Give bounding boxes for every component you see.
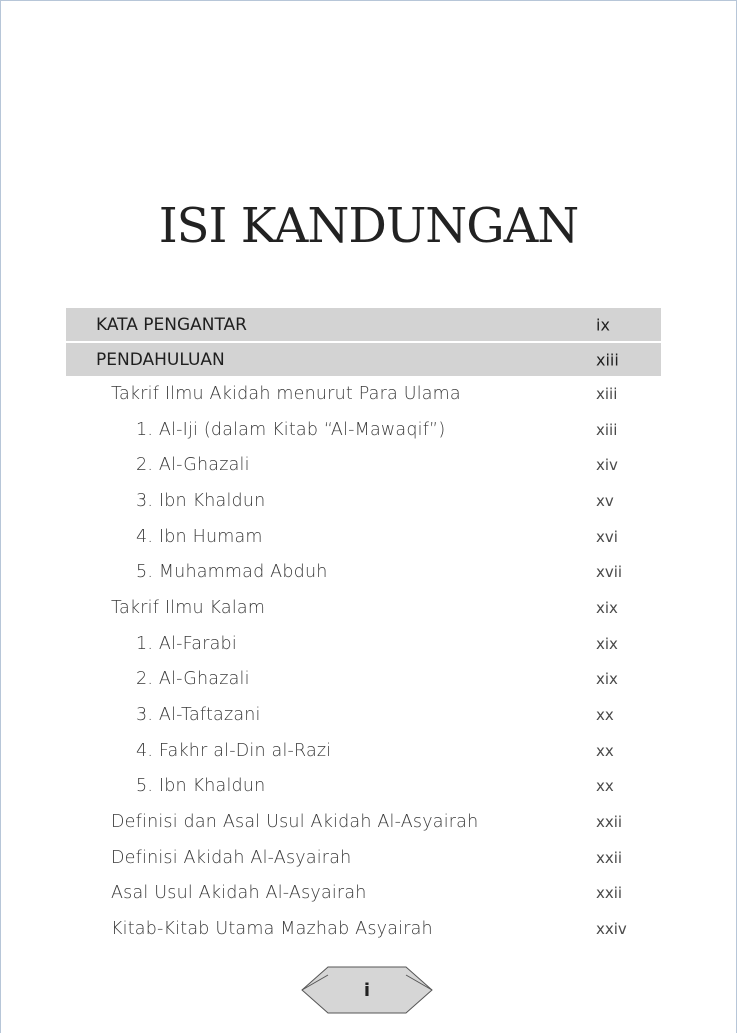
toc-entry-label: Takrif Ilmu Akidah menurut Para Ulama (111, 383, 461, 404)
toc-entry-page: xiii (596, 384, 618, 403)
toc-entry-page: xxii (596, 848, 623, 867)
toc-entry-label: Definisi Akidah Al-Asyairah (111, 847, 352, 868)
toc-entry-asal-usul-akidah[interactable] (66, 876, 661, 912)
toc-entry-label: 2. Al-Ghazali (136, 669, 250, 690)
toc-entry-ibn-khaldun[interactable] (66, 483, 661, 519)
toc-entry-page: xx (596, 741, 614, 760)
toc-entry-ibn-khaldun-2[interactable] (66, 769, 661, 805)
toc-entry-page: xiii (596, 420, 618, 439)
toc-entry-label: 1. Al-Iji (dalam Kitab “Al-Mawaqif”) (136, 419, 446, 440)
toc-entry-label: Definisi dan Asal Usul Akidah Al-Asyairah (111, 812, 479, 833)
toc-entry-page: xx (596, 706, 614, 725)
toc-entry-label: PENDAHULUAN (96, 349, 225, 370)
toc-entry-page: xiv (596, 456, 618, 475)
toc-entry-pendahuluan[interactable] (66, 343, 661, 376)
toc-entry-al-iji[interactable] (66, 412, 661, 448)
toc-entry-label: Kitab-Kitab Utama Mazhab Asyairah (111, 919, 433, 940)
toc-entry-page: xiii (596, 350, 619, 369)
toc-entry-al-farabi[interactable] (66, 626, 661, 662)
toc-entry-kata-pengantar[interactable] (66, 308, 661, 341)
toc-entry-ibn-humam[interactable] (66, 519, 661, 555)
toc-entry-fakhr-al-din-al-razi[interactable] (66, 733, 661, 769)
toc-entry-label: 4. Ibn Humam (136, 526, 263, 547)
toc-entry-al-ghazali[interactable] (66, 447, 661, 483)
toc-entry-takrif-ilmu-kalam[interactable] (66, 590, 661, 626)
table-of-contents (66, 308, 661, 947)
toc-entry-muhammad-abduh[interactable] (66, 554, 661, 590)
toc-entry-kitab-kitab-utama[interactable] (66, 911, 661, 947)
page-number-badge (300, 965, 434, 1015)
toc-entry-label: 1. Al-Farabi (136, 633, 237, 654)
toc-entry-label: Asal Usul Akidah Al-Asyairah (111, 883, 367, 904)
page-title: ISI KANDUNGAN (158, 198, 579, 254)
page-number: i (363, 979, 371, 1001)
toc-entry-page: xix (596, 670, 618, 689)
toc-entry-page: xxii (596, 884, 623, 903)
toc-entry-label: 2. Al-Ghazali (136, 455, 250, 476)
toc-entry-takrif-ilmu-akidah[interactable] (66, 376, 661, 412)
toc-entry-page: ix (596, 315, 610, 334)
toc-entry-page: xx (596, 777, 614, 796)
toc-entry-label: KATA PENGANTAR (96, 314, 247, 335)
toc-entry-page: xix (596, 598, 618, 617)
toc-entry-label: 4. Fakhr al-Din al-Razi (136, 740, 332, 761)
toc-entry-label: 3. Ibn Khaldun (136, 490, 266, 511)
toc-entry-label: 3. Al-Taftazani (136, 705, 261, 726)
toc-entry-label: Takrif Ilmu Kalam (111, 597, 266, 618)
toc-entry-page: xvii (596, 563, 623, 582)
toc-entry-page: xv (596, 491, 614, 510)
toc-entry-al-ghazali-2[interactable] (66, 662, 661, 698)
toc-entry-page: xix (596, 634, 618, 653)
toc-entry-label: 5. Ibn Khaldun (136, 776, 266, 797)
toc-entry-definisi-akidah[interactable] (66, 840, 661, 876)
toc-entry-definisi-dan-asal-usul[interactable] (66, 804, 661, 840)
toc-entry-page: xxiv (596, 920, 627, 939)
toc-entry-al-taftazani[interactable] (66, 697, 661, 733)
toc-entry-label: 5. Muhammad Abduh (136, 562, 328, 583)
toc-entry-page: xxii (596, 813, 623, 832)
toc-entry-page: xvi (596, 527, 618, 546)
